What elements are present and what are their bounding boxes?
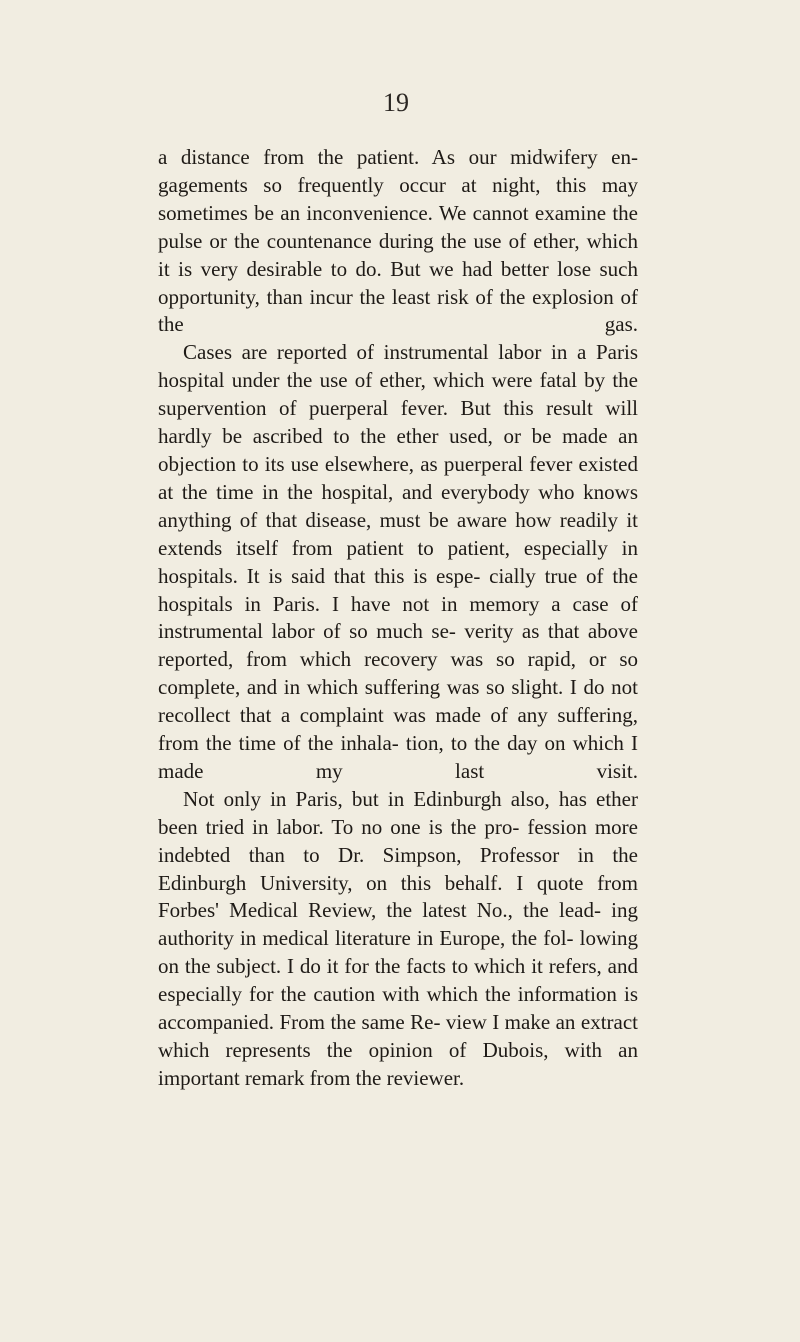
paragraph: Not only in Paris, but in Edinburgh also, has ether been tried in labor. To no one is the pro- fession more indebted than to Dr. Simpson, Professor in the Edinburgh University, on this behalf. I quote from Forbes' Medical Review, the latest No., the lead- ing authority in medical literature in Europe, the fol- lowing on the subject. I do it for the facts to which it refers, and especially for the caution with which the information is accompanied. From the same Re- view I make an extract which represents the opinion of Dubois, with an important remark from the reviewer.: [158, 786, 638, 1090]
body-text: [158, 144, 638, 1093]
page-number: 19: [383, 88, 409, 117]
paragraph: Cases are reported of instrumental labor in a Paris hospital under the use of ether, which were fatal by the supervention of puerperal fever. But this result will hardly be ascribed to the ether used, or be made an objection to its use elsewhere, as puerperal fever existed at the time in the hospital, and everybody who knows anything of that disease, must be aware how readily it extends itself from patient to patient, especially in hospitals. It is said that this is espe- cially true of the hospitals in Paris. I have not in memory a case of instrumental labor of so much se- verity as that above reported, from which recovery was so rapid, or so complete, and in which suffering was so slight. I do not recollect that a complaint was made of any suffering, from the time of the inhala- tion, to the day on which I made my last visit.: [158, 340, 638, 783]
paragraph: a distance from the patient. As our midwifery en- gagements so frequently occur at night, this may sometimes be an inconvenience. We cannot examine the pulse or the countenance during the use of ether, which it is very desirable to do. But we had better lose such opportunity, than incur the least risk of the explosion of the gas.: [158, 145, 638, 337]
